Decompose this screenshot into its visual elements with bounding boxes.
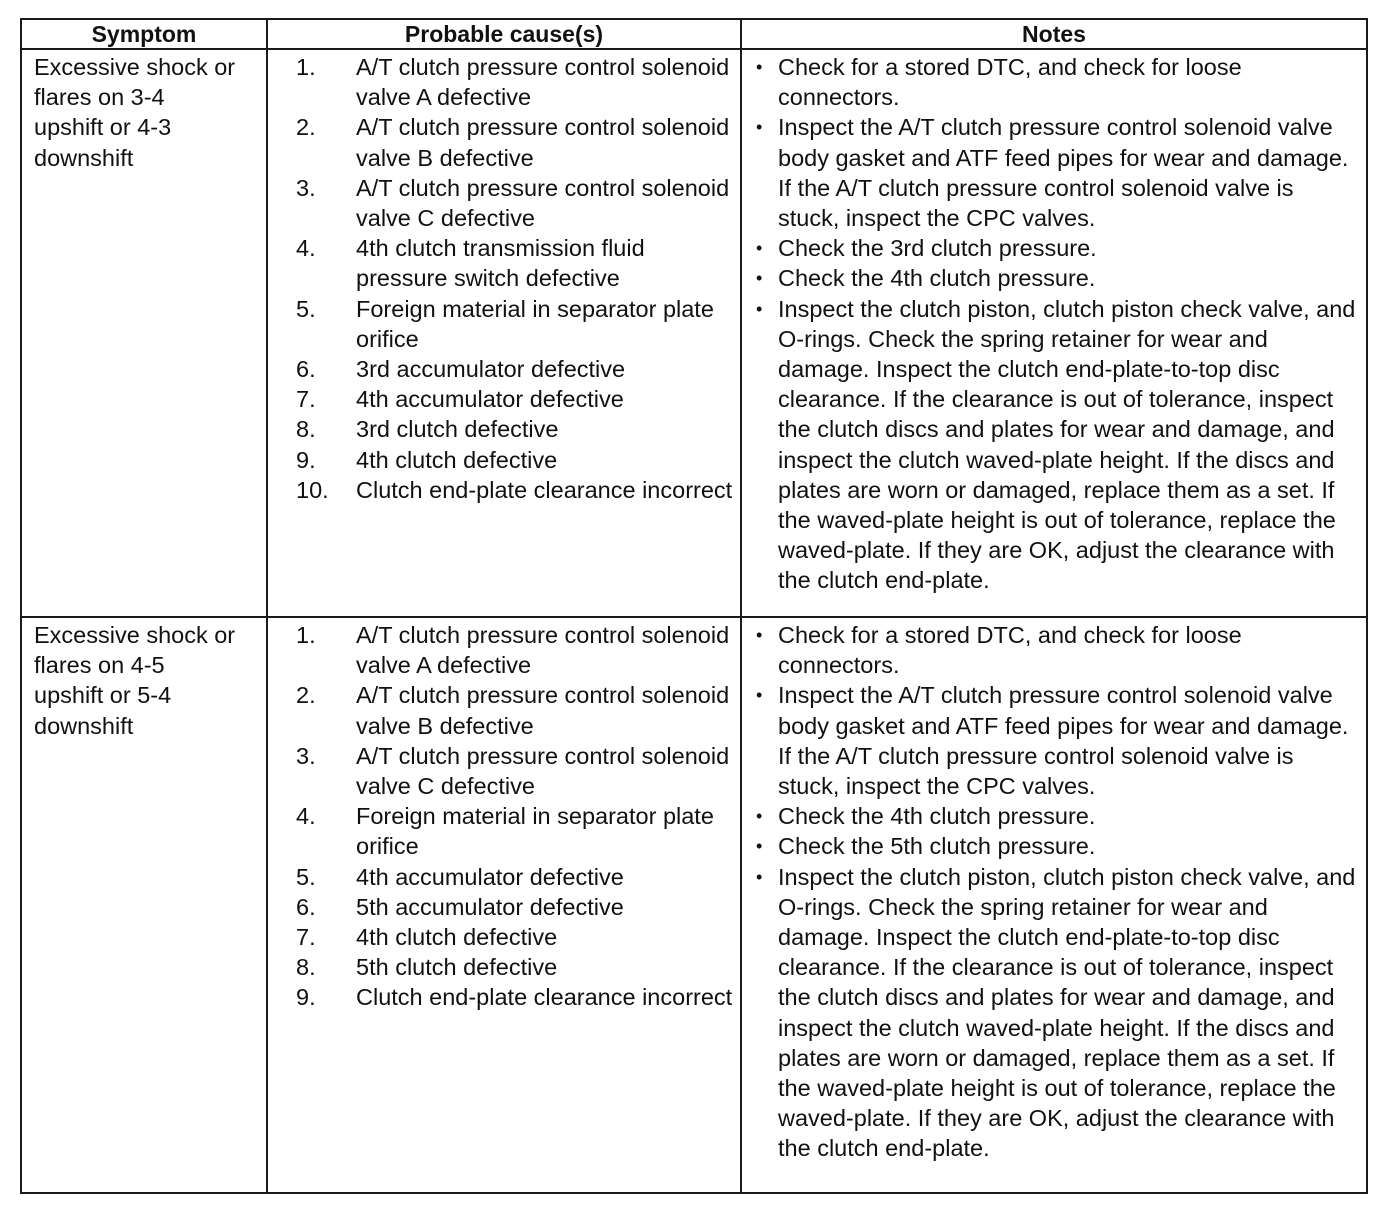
bullet-icon: • bbox=[756, 238, 763, 259]
bullet-icon: • bbox=[756, 117, 763, 138]
cause-item bbox=[296, 801, 736, 861]
note-item bbox=[756, 620, 1358, 680]
symptom-text: Excessive shock or flares on 3-4 upshift or 4-3 downshift bbox=[34, 54, 236, 171]
note-text: Check for a stored DTC, and check for loose connectors. bbox=[778, 54, 1242, 111]
cause-text: A/T clutch pressure control solenoid valve C defective bbox=[356, 174, 730, 232]
cause-number: 7. bbox=[296, 386, 316, 413]
cause-text: A/T clutch pressure control solenoid valve A defective bbox=[356, 622, 730, 679]
troubleshooting-table bbox=[20, 18, 1368, 1194]
note-item bbox=[756, 801, 1358, 831]
note-text: Check the 3rd clutch pressure. bbox=[778, 235, 1097, 262]
notes-list bbox=[742, 618, 1366, 1166]
table-row bbox=[21, 617, 1367, 1193]
cause-number: 5. bbox=[296, 295, 316, 322]
cause-number: 7. bbox=[296, 924, 316, 951]
cause-item bbox=[296, 173, 736, 233]
bullet-icon: • bbox=[756, 298, 763, 319]
cause-text: Foreign material in separator plate orifice bbox=[356, 295, 714, 352]
cause-item bbox=[296, 680, 736, 740]
causes-list bbox=[268, 618, 740, 1013]
cause-item bbox=[296, 384, 736, 414]
cause-text: Clutch end-plate clearance incorrect bbox=[356, 984, 733, 1011]
bullet-icon: • bbox=[756, 836, 763, 857]
symptom-cell bbox=[21, 617, 267, 1193]
table-row bbox=[21, 49, 1367, 617]
symptom-cell bbox=[21, 49, 267, 617]
note-text: Inspect the A/T clutch pressure control solenoid valve body gasket and ATF feed pipes for wear and damage. If the A/T clutch pressure control solenoid valve is stuck, inspect the CPC valves. bbox=[778, 682, 1349, 800]
causes-cell bbox=[267, 617, 741, 1193]
cause-number: 6. bbox=[296, 356, 316, 383]
cause-item bbox=[296, 233, 736, 293]
cause-number: 2. bbox=[296, 682, 316, 709]
cause-number: 3. bbox=[296, 742, 316, 769]
cause-text: A/T clutch pressure control solenoid valve A defective bbox=[356, 54, 730, 111]
cause-number: 8. bbox=[296, 954, 316, 981]
cause-item bbox=[296, 414, 736, 444]
cause-number: 9. bbox=[296, 446, 316, 473]
cause-item bbox=[296, 922, 736, 952]
note-item bbox=[756, 680, 1358, 801]
note-item bbox=[756, 263, 1358, 293]
cause-text: 3rd clutch defective bbox=[356, 416, 559, 443]
header-symptom: Symptom bbox=[21, 19, 267, 49]
bullet-icon: • bbox=[756, 685, 763, 706]
note-item bbox=[756, 233, 1358, 263]
cause-text: A/T clutch pressure control solenoid valve C defective bbox=[356, 742, 730, 800]
cause-number: 4. bbox=[296, 235, 316, 262]
note-text: Inspect the A/T clutch pressure control solenoid valve body gasket and ATF feed pipes for wear and damage. If the A/T clutch pressure control solenoid valve is stuck, inspect the CPC valves. bbox=[778, 114, 1349, 232]
cause-item bbox=[296, 952, 736, 982]
note-item bbox=[756, 112, 1358, 233]
cause-item bbox=[296, 294, 736, 354]
header-probable-causes: Probable cause(s) bbox=[267, 19, 741, 49]
cause-text: A/T clutch pressure control solenoid valve B defective bbox=[356, 114, 730, 171]
note-item bbox=[756, 294, 1358, 596]
cause-text: 5th clutch defective bbox=[356, 954, 558, 981]
cause-text: 4th accumulator defective bbox=[356, 386, 624, 413]
bullet-icon: • bbox=[756, 625, 763, 645]
cause-text: 4th clutch defective bbox=[356, 446, 558, 473]
cause-text: Clutch end-plate clearance incorrect bbox=[356, 476, 733, 503]
note-item bbox=[756, 862, 1358, 1164]
note-text: Check for a stored DTC, and check for loose connectors. bbox=[778, 622, 1242, 679]
causes-cell bbox=[267, 49, 741, 617]
causes-list bbox=[268, 50, 740, 505]
notes-cell bbox=[741, 617, 1367, 1193]
cause-text: Foreign material in separator plate orifice bbox=[356, 803, 714, 860]
cause-number: 6. bbox=[296, 893, 316, 920]
bullet-icon: • bbox=[756, 57, 763, 77]
cause-number: 3. bbox=[296, 174, 316, 201]
note-text: Check the 4th clutch pressure. bbox=[778, 803, 1096, 830]
cause-item bbox=[296, 862, 736, 892]
note-text: Inspect the clutch piston, clutch piston check valve, and O-rings. Check the spring retainer for wear and damage. Inspect the clutch end-plate-to-top disc clearance. If the clearance is out of tolerance, inspect the clutch discs and plates for wear and damage, and inspect the clutch waved-plate height. If the discs and plates are worn or damaged, replace them as a set. If the waved-plate height is out of tolerance, replace the waved-plate. If they are OK, adjust the clearance with the clutch end-plate. bbox=[778, 863, 1356, 1162]
bullet-icon: • bbox=[756, 806, 763, 827]
cause-item bbox=[296, 620, 736, 680]
notes-cell bbox=[741, 49, 1367, 617]
cause-text: 4th clutch transmission fluid pressure switch defective bbox=[356, 235, 645, 292]
bullet-icon: • bbox=[756, 866, 763, 887]
cause-text: 5th accumulator defective bbox=[356, 893, 624, 920]
cause-item bbox=[296, 475, 736, 505]
cause-item bbox=[296, 52, 736, 112]
cause-item bbox=[296, 741, 736, 801]
note-text: Check the 5th clutch pressure. bbox=[778, 833, 1096, 860]
note-item bbox=[756, 831, 1358, 861]
bullet-icon: • bbox=[756, 268, 763, 289]
note-item bbox=[756, 52, 1358, 112]
cause-text: 4th clutch defective bbox=[356, 924, 558, 951]
cause-item bbox=[296, 445, 736, 475]
cause-number: 8. bbox=[296, 416, 316, 443]
cause-number: 9. bbox=[296, 984, 316, 1011]
cause-number: 2. bbox=[296, 114, 316, 141]
cause-item bbox=[296, 982, 736, 1012]
cause-item bbox=[296, 354, 736, 384]
cause-number: 4. bbox=[296, 803, 316, 830]
cause-number: 5. bbox=[296, 863, 316, 890]
cause-item bbox=[296, 112, 736, 172]
header-row bbox=[21, 19, 1367, 49]
cause-text: 4th accumulator defective bbox=[356, 863, 624, 890]
symptom-text: Excessive shock or flares on 4-5 upshift or 5-4 downshift bbox=[34, 622, 236, 739]
cause-item bbox=[296, 892, 736, 922]
cause-number: 1. bbox=[296, 54, 316, 80]
cause-number: 10. bbox=[296, 476, 329, 503]
cause-number: 1. bbox=[296, 622, 316, 648]
header-notes: Notes bbox=[741, 19, 1367, 49]
cause-text: A/T clutch pressure control solenoid valve B defective bbox=[356, 682, 730, 739]
note-text: Inspect the clutch piston, clutch piston check valve, and O-rings. Check the spring retainer for wear and damage. Inspect the clutch end-plate-to-top disc clearance. If the clearance is out of tolerance, inspect the clutch discs and plates for wear and damage, and inspect the clutch waved-plate height. If the discs and plates are worn or damaged, replace them as a set. If the waved-plate height is out of tolerance, replace the waved-plate. If they are OK, adjust the clearance with the clutch end-plate. bbox=[778, 295, 1356, 594]
notes-list bbox=[742, 50, 1366, 598]
cause-text: 3rd accumulator defective bbox=[356, 356, 626, 383]
note-text: Check the 4th clutch pressure. bbox=[778, 265, 1096, 292]
